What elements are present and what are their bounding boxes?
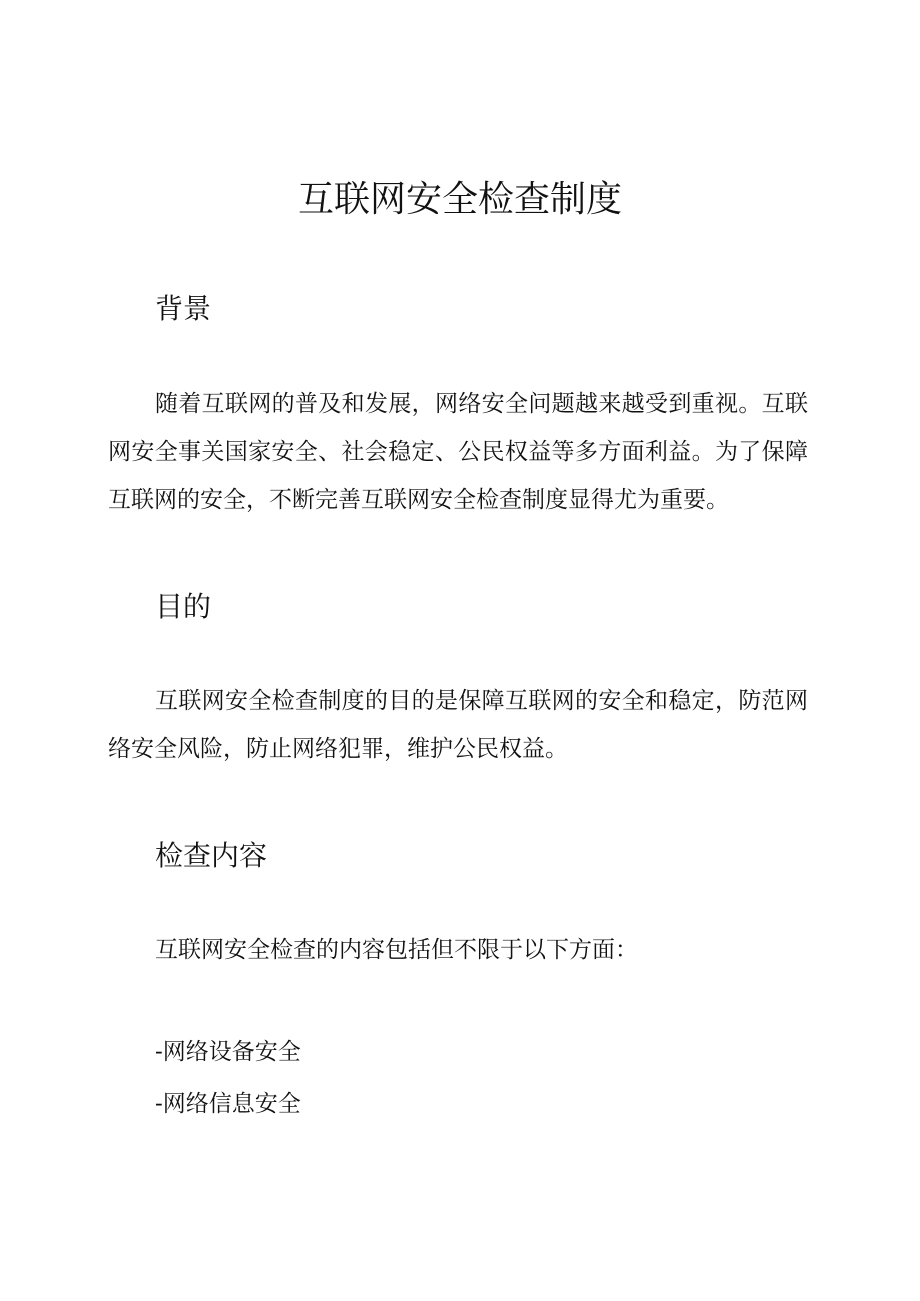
section-paragraph-background: 随着互联网的普及和发展，网络安全问题越来越受到重视。互联网安全事关国家安全、社会稳定、公民权益等多方面利益。为了保障互联网的安全，不断完善互联网安全检查制度显得尤为重要。 [108,391,808,513]
section-paragraph-purpose: 互联网安全检查制度的目的是保障互联网的安全和稳定，防范网络安全风险，防止网络犯罪，维护公民权益。 [108,688,808,762]
section-heading-background: 背景 [155,292,212,325]
section-heading-check-content: 检查内容 [155,839,268,872]
section-paragraph-check-content: 互联网安全检查的内容包括但不限于以下方面： [155,937,638,963]
list-item: -网络设备安全 [155,1039,301,1065]
section-heading-purpose: 目的 [155,590,212,623]
list-item: -网络信息安全 [155,1091,301,1117]
document-title: 互联网安全检查制度 [297,179,622,220]
